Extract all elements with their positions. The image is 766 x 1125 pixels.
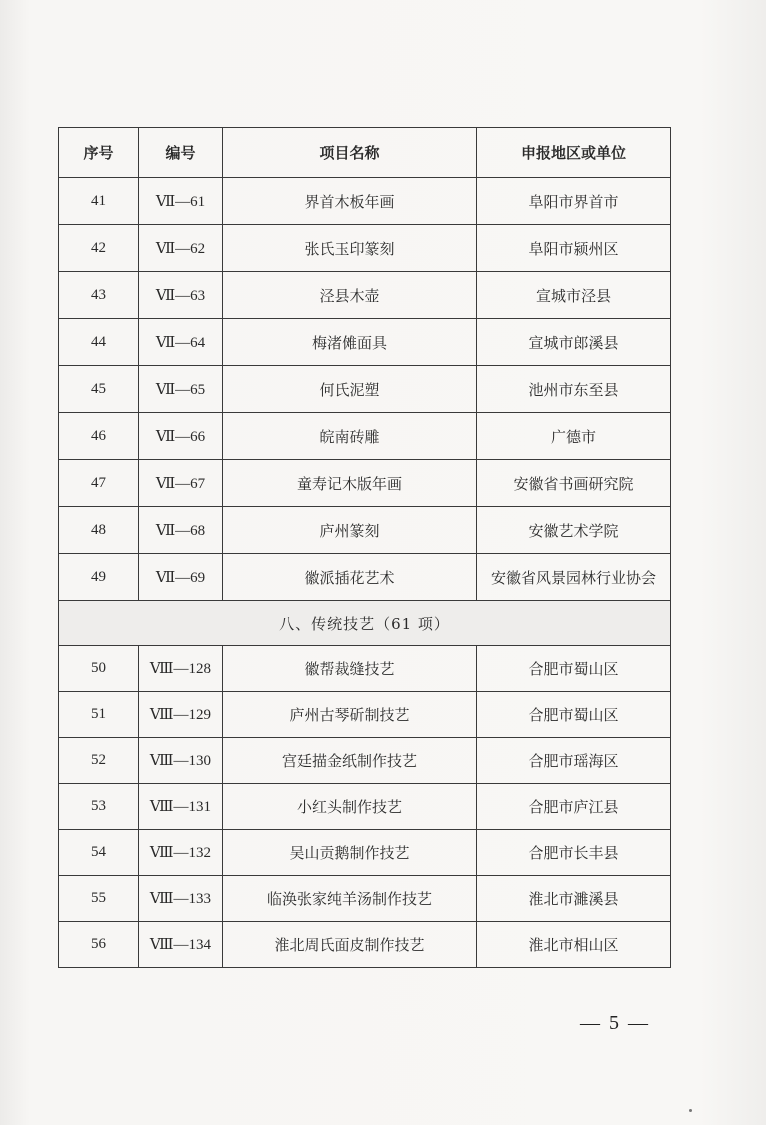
table-row [59, 876, 671, 922]
seq-cell: 54 [59, 830, 139, 876]
seq-cell: 56 [59, 922, 139, 968]
seq-cell: 46 [59, 413, 139, 460]
seq-cell: 45 [59, 366, 139, 413]
seq-cell: 41 [59, 178, 139, 225]
seq-cell: 48 [59, 507, 139, 554]
header-project-name: 项目名称 [223, 128, 477, 178]
project-name-cell: 临涣张家纯羊汤制作技艺 [223, 876, 477, 922]
table-row [59, 784, 671, 830]
seq-cell: 55 [59, 876, 139, 922]
header-unit: 申报地区或单位 [477, 128, 671, 178]
header-code: 编号 [139, 128, 223, 178]
code-cell: Ⅶ—64 [139, 319, 223, 366]
table-row [59, 366, 671, 413]
project-name-cell: 何氏泥塑 [223, 366, 477, 413]
section-header-row [59, 601, 671, 646]
unit-cell: 淮北市濉溪县 [477, 876, 671, 922]
unit-cell: 合肥市长丰县 [477, 830, 671, 876]
code-cell: Ⅷ—133 [139, 876, 223, 922]
seq-cell: 43 [59, 272, 139, 319]
project-name-cell: 庐州篆刻 [223, 507, 477, 554]
project-name-cell: 徽派插花艺术 [223, 554, 477, 601]
seq-cell: 52 [59, 738, 139, 784]
table-row [59, 507, 671, 554]
project-name-cell: 徽帮裁缝技艺 [223, 646, 477, 692]
unit-cell: 合肥市蜀山区 [477, 692, 671, 738]
project-name-cell: 梅渚傩面具 [223, 319, 477, 366]
code-cell: Ⅶ—68 [139, 507, 223, 554]
table-row [59, 413, 671, 460]
seq-cell: 47 [59, 460, 139, 507]
unit-cell: 安徽省书画研究院 [477, 460, 671, 507]
code-cell: Ⅷ—134 [139, 922, 223, 968]
code-cell: Ⅶ—63 [139, 272, 223, 319]
code-cell: Ⅶ—62 [139, 225, 223, 272]
unit-cell: 阜阳市界首市 [477, 178, 671, 225]
code-cell: Ⅶ—61 [139, 178, 223, 225]
code-cell: Ⅶ—66 [139, 413, 223, 460]
table-row [59, 922, 671, 968]
unit-cell: 广德市 [477, 413, 671, 460]
seq-cell: 53 [59, 784, 139, 830]
unit-cell: 淮北市相山区 [477, 922, 671, 968]
table-row [59, 692, 671, 738]
code-cell: Ⅷ—128 [139, 646, 223, 692]
header-seq: 序号 [59, 128, 139, 178]
project-name-cell: 界首木板年画 [223, 178, 477, 225]
code-cell: Ⅶ—69 [139, 554, 223, 601]
table-header-row [59, 128, 671, 178]
unit-cell: 池州市东至县 [477, 366, 671, 413]
code-cell: Ⅷ—130 [139, 738, 223, 784]
project-name-cell: 皖南砖雕 [223, 413, 477, 460]
project-name-cell: 淮北周氏面皮制作技艺 [223, 922, 477, 968]
table-row [59, 272, 671, 319]
seq-cell: 51 [59, 692, 139, 738]
project-name-cell: 张氏玉印篆刻 [223, 225, 477, 272]
unit-cell: 合肥市蜀山区 [477, 646, 671, 692]
project-name-cell: 宫廷描金纸制作技艺 [223, 738, 477, 784]
code-cell: Ⅷ—131 [139, 784, 223, 830]
unit-cell: 宣城市泾县 [477, 272, 671, 319]
seq-cell: 42 [59, 225, 139, 272]
code-cell: Ⅷ—129 [139, 692, 223, 738]
project-name-cell: 庐州古琴斫制技艺 [223, 692, 477, 738]
seq-cell: 44 [59, 319, 139, 366]
table-row [59, 554, 671, 601]
table-row [59, 738, 671, 784]
seq-cell: 49 [59, 554, 139, 601]
section-title: 八、传统技艺（61 项） [59, 601, 671, 646]
table-row [59, 225, 671, 272]
project-name-cell: 吴山贡鹅制作技艺 [223, 830, 477, 876]
table-row [59, 319, 671, 366]
code-cell: Ⅶ—67 [139, 460, 223, 507]
unit-cell: 安徽艺术学院 [477, 507, 671, 554]
project-name-cell: 小红头制作技艺 [223, 784, 477, 830]
project-name-cell: 童寿记木版年画 [223, 460, 477, 507]
table-row [59, 460, 671, 507]
heritage-project-table [58, 127, 671, 968]
table-row [59, 646, 671, 692]
unit-cell: 合肥市瑶海区 [477, 738, 671, 784]
seq-cell: 50 [59, 646, 139, 692]
table-row [59, 178, 671, 225]
unit-cell: 合肥市庐江县 [477, 784, 671, 830]
unit-cell: 安徽省风景园林行业协会 [477, 554, 671, 601]
code-cell: Ⅷ—132 [139, 830, 223, 876]
project-name-cell: 泾县木壶 [223, 272, 477, 319]
unit-cell: 宣城市郎溪县 [477, 319, 671, 366]
unit-cell: 阜阳市颍州区 [477, 225, 671, 272]
code-cell: Ⅶ—65 [139, 366, 223, 413]
scan-speck [689, 1109, 692, 1112]
page-number: — 5 — [580, 1012, 650, 1034]
table-row [59, 830, 671, 876]
